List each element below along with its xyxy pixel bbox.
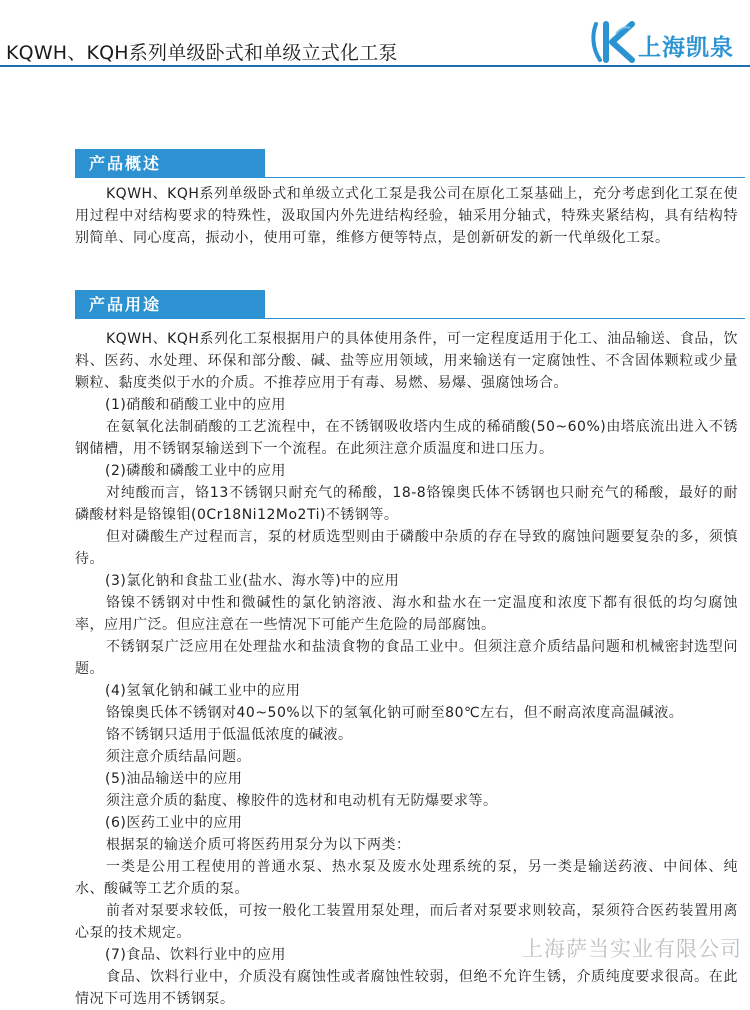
usage-item-text: 铬镍奥氏体不锈钢对40~50%以下的氢氧化钠可耐至80℃左右，但不耐高浓度高温碱液。 [106,705,684,721]
brand-name: 上海凯泉 [638,35,734,61]
kaiquan-logo-icon [590,20,636,64]
usage-item-heading: (6)医药工业中的应用 [105,815,243,831]
usage-item-text: 须注意介质的黏度、橡胶件的选材和电动机有无防爆要求等。 [106,793,498,809]
usage-item-text: 食品、饮料行业中，介质没有腐蚀性或者腐蚀性较弱，但绝不允许生锈，介质纯度要求很高。在此情况下可选用不锈钢泵。 [75,969,738,1007]
usage-item-text: 根据泵的输送介质可将医药用泵分为以下两类： [106,837,411,853]
usage-intro: KQWH、KQH系列化工泵根据用户的具体使用条件，可一定程度适用于化工、油品输送、食品，饮料、医药、水处理、环保和部分酸、碱、盐等应用领域，用来输送有一定腐蚀性、不含固体颗粒或少量颗粒、黏度类似于水的介质。不推荐应用于有毒、易燃、易爆、强腐蚀场合。 [75,331,738,391]
usage-item-heading: (5)油品输送中的应用 [105,771,243,787]
overview-heading-rule [75,177,745,178]
usage-item-text: 不锈钢泵广泛应用在处理盐水和盐渍食物的食品工业中。但须注意介质结晶问题和机械密封选型问题。 [75,639,738,677]
usage-item-heading: (4)氢氧化钠和碱工业中的应用 [105,683,301,699]
usage-item-heading: (2)磷酸和磷酸工业中的应用 [105,463,286,479]
usage-item-text: 须注意介质结晶问题。 [106,749,251,765]
usage-item-text: 但对磷酸生产过程而言，泵的材质选型则由于磷酸中杂质的存在导致的腐蚀问题要复杂的多，须慎待。 [75,529,738,567]
header-divider [0,65,750,67]
usage-item-text: 对纯酸而言，铬13不锈钢只耐充气的稀酸，18-8铬镍奥氏体不锈钢也只耐充气的稀酸，最好的耐磷酸材料是铬镍钼(0Cr18Ni12Mo2Ti)不锈钢等。 [75,485,738,523]
overview-heading: 产品概述 [75,149,265,178]
usage-item-text: 铬不锈钢只适用于低温低浓度的碱液。 [106,727,353,743]
overview-body: KQWH、KQH系列单级卧式和单级立式化工泵是我公司在原化工泵基础上，充分考虑到化工泵在使用过程中对结构要求的特殊性，汲取国内外先进结构经验，轴采用分轴式，特殊夹紧结构，具有结构特别简单、同心度高，振动小，使用可靠，维修方便等特点，是创新研发的新一代单级化工泵。 [75,186,738,246]
usage-item-heading: (1)硝酸和硝酸工业中的应用 [105,397,286,413]
brand-logo [590,20,746,64]
usage-heading-rule [75,318,745,319]
usage-item-text: 铬镍不锈钢对中性和微碱性的氯化钠溶液、海水和盐水在一定温度和浓度下都有很低的均匀腐蚀率，应用广泛。但应注意在一些情况下可能产生危险的局部腐蚀。 [75,595,738,633]
usage-item-heading: (7)食品、饮料行业中的应用 [105,947,286,963]
company-watermark: 上海萨当实业有限公司 [522,937,742,961]
usage-item-text: 一类是公用工程使用的普通水泵、热水泵及废水处理系统的泵，另一类是输送药液、中间体、纯水、酸碱等工艺介质的泵。 [75,859,738,897]
usage-item-text: 前者对泵要求较低，可按一般化工装置用泵处理，而后者对泵要求则较高，泵须符合医药装置用离心泵的技术规定。 [75,903,738,941]
page-title: KQWH、KQH系列单级卧式和单级立式化工泵 [6,42,398,64]
usage-heading: 产品用途 [75,290,265,319]
usage-item-heading: (3)氯化钠和食盐工业(盐水、海水等)中的应用 [105,573,400,589]
usage-item-text: 在氨氧化法制硝酸的工艺流程中，在不锈钢吸收塔内生成的稀硝酸(50~60%)由塔底流出进入不锈钢储槽，用不锈钢泵输送到下一个流程。在此须注意介质温度和进口压力。 [75,419,738,457]
